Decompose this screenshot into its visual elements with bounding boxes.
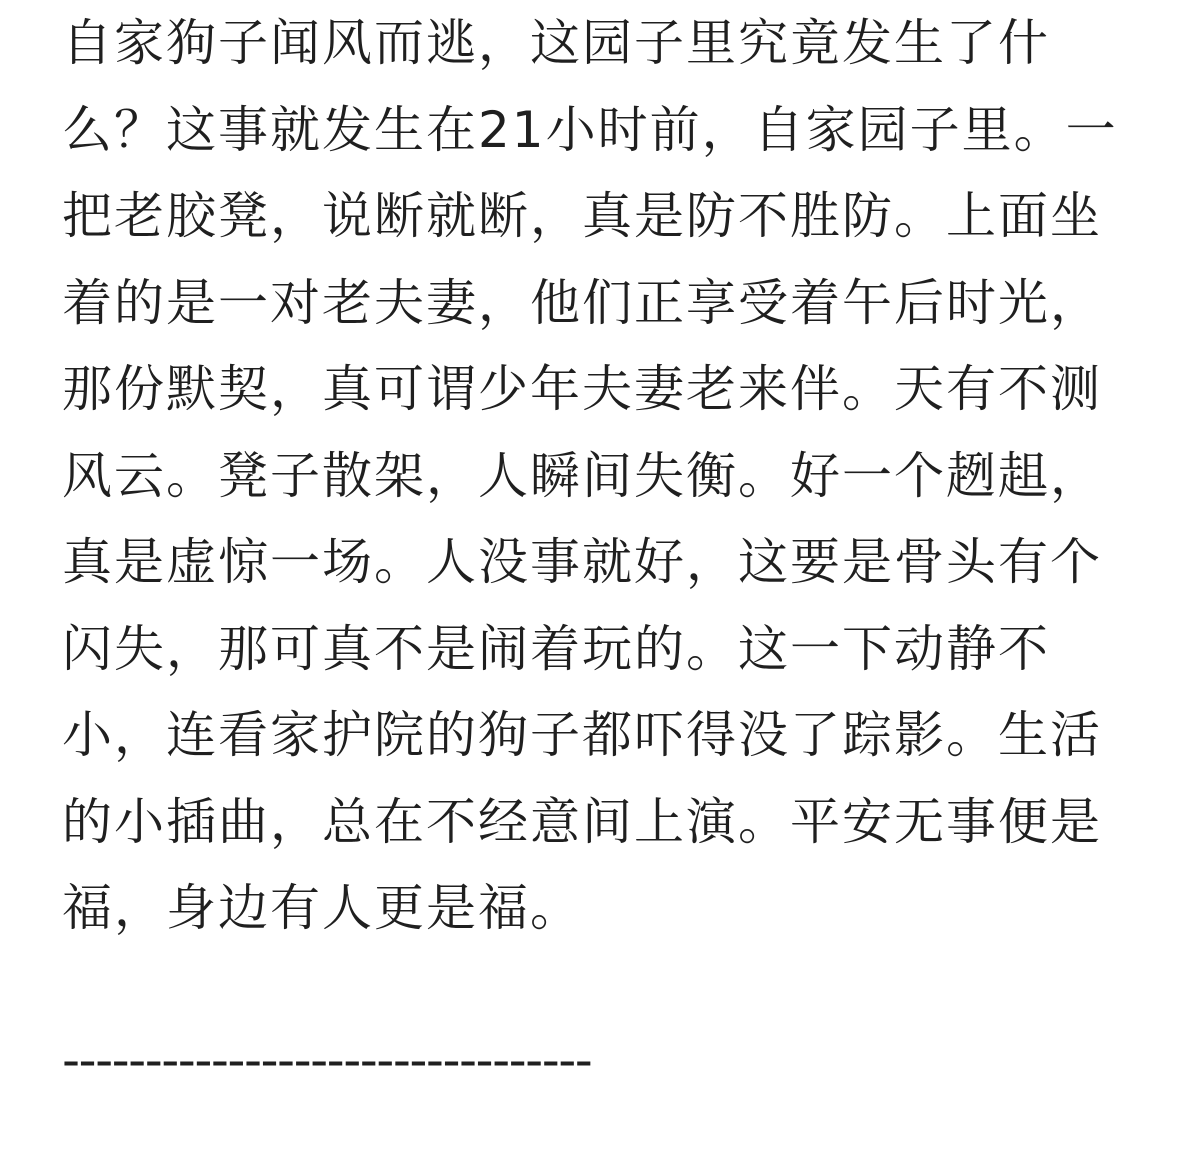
article-body [62,0,1122,952]
article-line: 的小插曲，总在不经意间上演。平安无事便是 [62,792,1102,851]
article-line: 自家狗子闻风而逃，这园子里究竟发生了什 [62,14,1050,72]
article-line: 真是虚惊一场。人没事就好，这要是骨头有个 [62,533,1102,591]
article-line: 风云。凳子散架，人瞬间失衡。好一个趔趄， [62,446,1102,505]
divider-line: -------------------------------- [62,1031,592,1089]
article-line: 闪失，那可真不是闹着玩的。这一下动静不 [62,619,1050,678]
article-line: 福，身边有人更是福。 [62,879,582,937]
article-line: 小，连看家护院的狗子都吓得没了踪影。生活 [62,706,1102,764]
article-line: 那份默契，真可谓少年夫妻老来伴。天有不测 [62,360,1102,418]
article-line: 么？这事就发生在21小时前，自家园子里。一 [62,100,1118,159]
article-line: 着的是一对老夫妻，他们正享受着午后时光， [62,273,1102,332]
article-line: 把老胶凳，说断就断，真是防不胜防。上面坐 [62,187,1102,245]
